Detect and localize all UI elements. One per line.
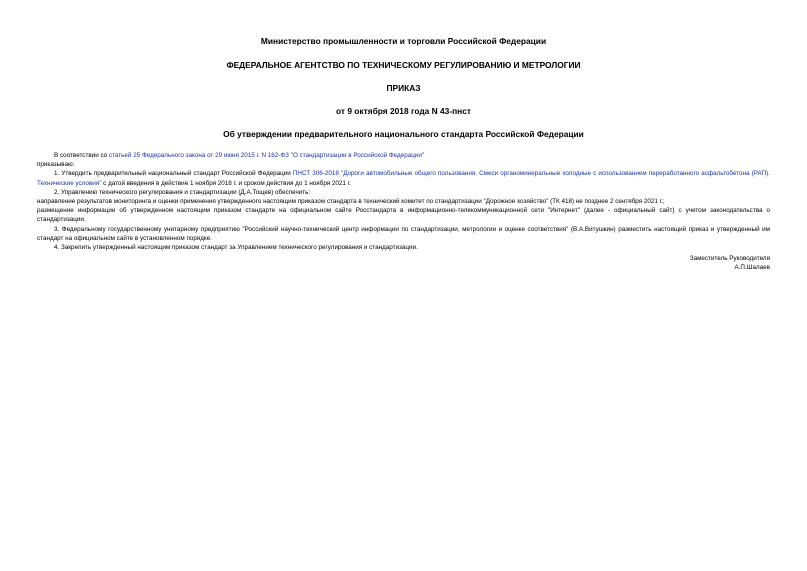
ministry-title: Министерство промышленности и торговли Российской Федерации xyxy=(260,36,547,46)
order-word: приказываю: xyxy=(37,161,75,169)
document-type: ПРИКАЗ xyxy=(386,83,421,93)
document-body xyxy=(37,151,770,252)
item-2-subitem-a: направление результатов мониторинга и оценки применения утвержденного настоящим приказом стандарта в технический комитет по стандартизации "Дорожное хозяйство" (ТК 418) не позднее 2 сентября 2021 г.; xyxy=(37,198,665,206)
preamble-text: В соответствии со xyxy=(54,152,109,159)
signature-block xyxy=(37,254,770,272)
signatory-position: Заместитель Руководителя xyxy=(689,255,770,263)
document-subject: Об утверждении предварительного национального стандарта Российской Федерации xyxy=(223,129,584,139)
item-3-paragraph: 3. Федеральному государственному унитарному предприятию "Российский научно-технический центр информации по стандартизации, метрологии и оценке соответствия" (В.А.Витушкин) разместить настоящий приказ и утвержденный им стандарт на официальном сайте в установленном порядке. xyxy=(37,225,770,242)
agency-title: ФЕДЕРАЛЬНОЕ АГЕНТСТВО ПО ТЕХНИЧЕСКОМУ РЕГУЛИРОВАНИЮ И МЕТРОЛОГИИ xyxy=(226,60,581,70)
item-4-paragraph: 4. Закрепить утвержденный настоящим приказом стандарт за Управлением технического регулирования и стандартизации. xyxy=(54,244,418,252)
item-2-paragraph: 2. Управлению технического регулирования и стандартизации (Д.А.Тощев) обеспечить: xyxy=(54,188,311,196)
preamble-paragraph xyxy=(37,151,770,160)
signatory-name: А.П.Шалаев xyxy=(734,264,770,272)
standard-link[interactable]: ПНСТ 306-2018 "Дороги автомобильные общего пользования. Смеси органоминеральные холодные с использованием переработанного асфальтобетона (РАП). Технические условия" xyxy=(37,170,770,187)
item-1-text-start: 1. Утвердить предварительный национальный стандарт Российской Федерации xyxy=(54,170,293,178)
item-1-paragraph xyxy=(37,169,770,187)
item-1-text-end: с датой введения в действие 1 ноября 2018 г. и сроком действия до 1 ноября 2021 г. xyxy=(101,179,351,187)
item-2-subitem-b: размещение информации об утвержденном настоящим приказом стандарте на официальном сайте Росстандарта в информационно-телекоммуникационной сети "Интернет" (далее - официальный сайт) с учетом законодательства о стандартизации. xyxy=(37,207,770,224)
document-date-number: от 9 октября 2018 года N 43-пнст xyxy=(335,106,471,116)
federal-law-link[interactable]: статьей 25 Федерального закона от 29 июня 2015 г. N 162-ФЗ "О стандартизации в Российской Федерации" xyxy=(108,152,425,159)
